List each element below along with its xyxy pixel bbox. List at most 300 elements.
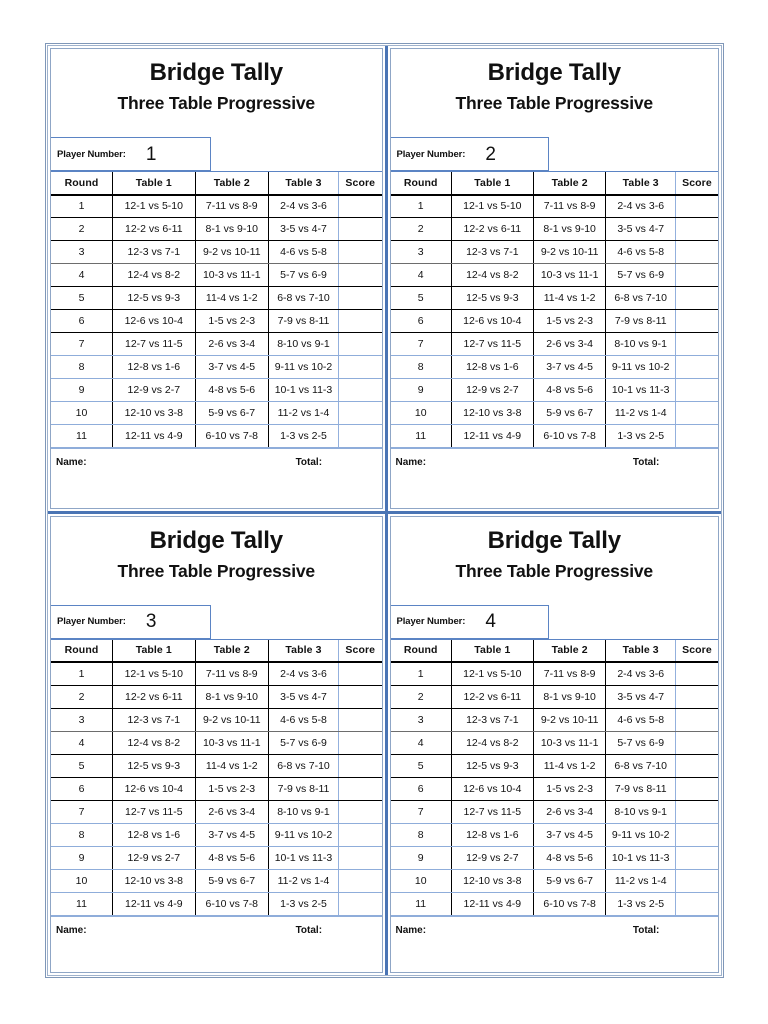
cell-table2: 8-1 vs 9-10 [533, 685, 606, 708]
player-number-value: 1 [145, 143, 157, 165]
cell-round: 1 [391, 195, 452, 218]
score-cell[interactable] [675, 218, 718, 241]
cell-table2: 11-4 vs 1-2 [533, 287, 606, 310]
cell-table2: 10-3 vs 11-1 [195, 731, 268, 754]
cell-table2: 8-1 vs 9-10 [533, 218, 606, 241]
cell-table3: 7-9 vs 8-11 [268, 777, 338, 800]
cell-table1: 12-2 vs 6-11 [112, 685, 195, 708]
table-row [51, 287, 382, 310]
table-row [391, 218, 719, 241]
table-row [391, 402, 719, 425]
cell-round: 3 [51, 241, 112, 264]
score-cell[interactable] [675, 800, 718, 823]
cell-table3: 4-6 vs 5-8 [606, 708, 675, 731]
cell-table3: 3-5 vs 4-7 [606, 218, 675, 241]
column-header-round: Round [391, 172, 452, 195]
score-cell[interactable] [675, 823, 718, 846]
cell-table1: 12-2 vs 6-11 [112, 218, 195, 241]
cell-table2: 3-7 vs 4-5 [533, 823, 606, 846]
cell-round: 6 [391, 310, 452, 333]
card-footer [51, 448, 382, 508]
score-cell[interactable] [675, 425, 718, 448]
page-subtitle: Three Table Progressive [117, 560, 315, 581]
card-header [51, 517, 382, 605]
round-schedule-table [391, 639, 719, 916]
cell-table3: 9-11 vs 10-2 [268, 823, 338, 846]
table-row [391, 708, 719, 731]
player-number-bar [391, 137, 719, 171]
column-header-table-2: Table 2 [195, 172, 268, 195]
score-cell[interactable] [675, 402, 718, 425]
table-row [391, 333, 719, 356]
table-row [391, 685, 719, 708]
player-number-value: 2 [485, 143, 496, 165]
table-row [391, 287, 719, 310]
cell-table3: 10-1 vs 11-3 [606, 379, 675, 402]
player-number-label: Player Number: [396, 148, 466, 160]
table-row [51, 195, 382, 218]
cell-table3: 4-6 vs 5-8 [268, 708, 338, 731]
page-title: Bridge Tally [487, 526, 621, 554]
cell-table1: 12-6 vs 10-4 [451, 310, 533, 333]
table-row [51, 241, 382, 264]
cell-round: 6 [51, 777, 112, 800]
cell-round: 11 [51, 425, 112, 448]
table-row [391, 869, 719, 892]
cell-table3: 7-9 vs 8-11 [606, 777, 675, 800]
cell-round: 11 [51, 892, 112, 915]
cell-table3: 6-8 vs 7-10 [606, 754, 675, 777]
cell-round: 6 [391, 777, 452, 800]
cell-table2: 5-9 vs 6-7 [533, 402, 606, 425]
column-header-table-1: Table 1 [451, 639, 533, 662]
cell-table2: 9-2 vs 10-11 [195, 708, 268, 731]
player-number-field[interactable] [51, 137, 211, 171]
cell-table1: 12-9 vs 2-7 [451, 379, 533, 402]
cell-round: 10 [51, 402, 112, 425]
cell-table1: 12-10 vs 3-8 [451, 869, 533, 892]
cell-table3: 2-4 vs 3-6 [268, 662, 338, 685]
cell-table3: 7-9 vs 8-11 [606, 310, 675, 333]
column-header-score: Score [339, 639, 382, 662]
cell-table3: 11-2 vs 1-4 [268, 869, 338, 892]
cell-round: 9 [391, 379, 452, 402]
column-header-score: Score [675, 172, 718, 195]
cell-table3: 11-2 vs 1-4 [268, 402, 338, 425]
table-row [391, 264, 719, 287]
column-header-round: Round [51, 172, 112, 195]
table-row [391, 662, 719, 685]
score-cell[interactable] [675, 731, 718, 754]
player-number-label: Player Number: [57, 616, 126, 627]
cell-table1: 12-11 vs 4-9 [112, 425, 195, 448]
player-number-label: Player Number: [57, 148, 126, 160]
cell-table1: 12-3 vs 7-1 [451, 708, 533, 731]
player-number-bar [51, 605, 382, 639]
table-row [391, 846, 719, 869]
cell-table3: 9-11 vs 10-2 [268, 356, 338, 379]
cell-table1: 12-4 vs 8-2 [451, 264, 533, 287]
cell-table2: 11-4 vs 1-2 [195, 287, 268, 310]
cell-round: 1 [51, 195, 112, 218]
cell-table3: 1-3 vs 2-5 [606, 892, 675, 915]
cell-table1: 12-4 vs 8-2 [451, 731, 533, 754]
column-header-table-2: Table 2 [533, 172, 606, 195]
total-label[interactable]: Total: [632, 457, 660, 468]
score-cell[interactable] [339, 310, 382, 333]
cell-table1: 12-5 vs 9-3 [112, 754, 195, 777]
cell-round: 7 [51, 333, 112, 356]
cell-table2: 7-11 vs 8-9 [533, 662, 606, 685]
cell-table1: 12-6 vs 10-4 [451, 777, 533, 800]
card-header [391, 517, 719, 605]
cell-table1: 12-2 vs 6-11 [451, 685, 533, 708]
tally-card-2 [385, 46, 722, 511]
table-row [51, 425, 382, 448]
cell-table2: 1-5 vs 2-3 [195, 310, 268, 333]
cell-table1: 12-1 vs 5-10 [451, 195, 533, 218]
table-row [391, 356, 719, 379]
tally-card-body [50, 48, 383, 509]
score-cell[interactable] [339, 800, 382, 823]
cell-table2: 5-9 vs 6-7 [533, 869, 606, 892]
table-row [51, 379, 382, 402]
table-row [391, 892, 719, 915]
cell-table2: 11-4 vs 1-2 [533, 754, 606, 777]
cell-table3: 6-8 vs 7-10 [606, 287, 675, 310]
cell-table2: 2-6 vs 3-4 [195, 800, 268, 823]
cell-table2: 1-5 vs 2-3 [533, 310, 606, 333]
cell-table2: 4-8 vs 5-6 [533, 379, 606, 402]
cell-table3: 6-8 vs 7-10 [268, 754, 338, 777]
score-cell[interactable] [339, 869, 382, 892]
tally-card-4 [385, 511, 722, 976]
cell-round: 5 [391, 754, 452, 777]
cell-round: 3 [391, 708, 452, 731]
table-row [391, 241, 719, 264]
tally-card-body [390, 48, 720, 509]
cell-table3: 8-10 vs 9-1 [268, 800, 338, 823]
score-cell[interactable] [339, 823, 382, 846]
player-number-field[interactable] [391, 137, 550, 171]
cell-round: 5 [391, 287, 452, 310]
card-footer [391, 448, 719, 508]
score-cell[interactable] [339, 218, 382, 241]
column-header-table-2: Table 2 [195, 639, 268, 662]
column-header-round: Round [51, 639, 112, 662]
cell-round: 8 [51, 356, 112, 379]
cell-round: 9 [51, 379, 112, 402]
score-cell[interactable] [675, 195, 718, 218]
cell-round: 10 [391, 869, 452, 892]
cell-table1: 12-9 vs 2-7 [112, 846, 195, 869]
page-subtitle: Three Table Progressive [455, 560, 653, 581]
name-label[interactable]: Name: [56, 457, 87, 468]
cell-table1: 12-8 vs 1-6 [112, 823, 195, 846]
table-row [51, 823, 382, 846]
cell-table1: 12-3 vs 7-1 [451, 241, 533, 264]
cell-table1: 12-1 vs 5-10 [112, 662, 195, 685]
cell-table3: 2-4 vs 3-6 [606, 662, 675, 685]
cell-table2: 11-4 vs 1-2 [195, 754, 268, 777]
cell-table3: 7-9 vs 8-11 [268, 310, 338, 333]
tally-sheet-grid [47, 45, 722, 976]
table-row [51, 218, 382, 241]
table-row [51, 754, 382, 777]
cell-table1: 12-5 vs 9-3 [451, 754, 533, 777]
table-row [51, 310, 382, 333]
name-label[interactable]: Name: [56, 924, 87, 936]
cell-round: 8 [51, 823, 112, 846]
cell-round: 7 [391, 333, 452, 356]
cell-table2: 9-2 vs 10-11 [533, 241, 606, 264]
cell-table3: 8-10 vs 9-1 [606, 800, 675, 823]
cell-round: 2 [391, 218, 452, 241]
cell-table1: 12-1 vs 5-10 [112, 195, 195, 218]
cell-round: 9 [51, 846, 112, 869]
score-cell[interactable] [339, 333, 382, 356]
tally-card-3 [48, 511, 385, 976]
cell-table3: 8-10 vs 9-1 [268, 333, 338, 356]
card-footer [51, 916, 382, 973]
score-cell[interactable] [675, 685, 718, 708]
score-cell[interactable] [675, 708, 718, 731]
cell-table1: 12-7 vs 11-5 [112, 800, 195, 823]
tally-card-body [390, 516, 720, 974]
total-label[interactable]: Total: [632, 924, 660, 936]
cell-table2: 10-3 vs 11-1 [533, 731, 606, 754]
score-cell[interactable] [339, 708, 382, 731]
cell-table3: 10-1 vs 11-3 [606, 846, 675, 869]
cell-round: 7 [51, 800, 112, 823]
cell-table3: 11-2 vs 1-4 [606, 402, 675, 425]
table-row [391, 777, 719, 800]
column-header-score: Score [675, 639, 718, 662]
score-cell[interactable] [339, 425, 382, 448]
cell-table1: 12-7 vs 11-5 [112, 333, 195, 356]
score-cell[interactable] [675, 379, 718, 402]
cell-round: 8 [391, 356, 452, 379]
column-header-table-3: Table 3 [606, 172, 675, 195]
cell-round: 4 [51, 264, 112, 287]
tally-card-1 [48, 46, 385, 511]
column-header-round: Round [391, 639, 452, 662]
cell-table1: 12-3 vs 7-1 [112, 241, 195, 264]
score-cell[interactable] [675, 754, 718, 777]
cell-table2: 10-3 vs 11-1 [533, 264, 606, 287]
player-number-value: 3 [145, 611, 157, 632]
score-cell[interactable] [339, 241, 382, 264]
table-row [391, 754, 719, 777]
cell-table1: 12-10 vs 3-8 [451, 402, 533, 425]
table-row [51, 731, 382, 754]
column-header-table-1: Table 1 [112, 639, 195, 662]
cell-table1: 12-8 vs 1-6 [451, 356, 533, 379]
table-row [51, 264, 382, 287]
cell-table2: 7-11 vs 8-9 [195, 195, 268, 218]
page-subtitle: Three Table Progressive [455, 93, 653, 114]
cell-table3: 1-3 vs 2-5 [606, 425, 675, 448]
table-row [51, 846, 382, 869]
cell-table3: 6-8 vs 7-10 [268, 287, 338, 310]
cell-table2: 1-5 vs 2-3 [195, 777, 268, 800]
cell-round: 2 [391, 685, 452, 708]
cell-round: 8 [391, 823, 452, 846]
cell-table2: 1-5 vs 2-3 [533, 777, 606, 800]
cell-table1: 12-4 vs 8-2 [112, 264, 195, 287]
table-row [51, 800, 382, 823]
card-footer [391, 916, 719, 973]
round-schedule-table [51, 171, 382, 448]
score-cell[interactable] [675, 777, 718, 800]
column-header-table-2: Table 2 [533, 639, 606, 662]
column-header-table-1: Table 1 [451, 172, 533, 195]
cell-table3: 2-4 vs 3-6 [268, 195, 338, 218]
table-row [51, 892, 382, 915]
cell-round: 10 [391, 402, 452, 425]
page-title: Bridge Tally [487, 59, 621, 86]
cell-table3: 3-5 vs 4-7 [606, 685, 675, 708]
cell-table2: 3-7 vs 4-5 [533, 356, 606, 379]
table-row [391, 310, 719, 333]
score-cell[interactable] [339, 846, 382, 869]
cell-table1: 12-2 vs 6-11 [451, 218, 533, 241]
cell-round: 4 [391, 264, 452, 287]
cell-table2: 2-6 vs 3-4 [195, 333, 268, 356]
score-cell[interactable] [675, 846, 718, 869]
tally-card-body [50, 516, 383, 974]
score-cell[interactable] [339, 195, 382, 218]
score-cell[interactable] [339, 685, 382, 708]
cell-table2: 6-10 vs 7-8 [195, 425, 268, 448]
cell-round: 4 [51, 731, 112, 754]
round-schedule-table [391, 171, 719, 448]
cell-table2: 5-9 vs 6-7 [195, 869, 268, 892]
score-cell[interactable] [339, 402, 382, 425]
cell-table2: 6-10 vs 7-8 [195, 892, 268, 915]
score-cell[interactable] [675, 869, 718, 892]
score-cell[interactable] [675, 310, 718, 333]
cell-table2: 7-11 vs 8-9 [533, 195, 606, 218]
cell-table1: 12-10 vs 3-8 [112, 402, 195, 425]
cell-round: 5 [51, 287, 112, 310]
score-cell[interactable] [675, 892, 718, 915]
cell-table2: 6-10 vs 7-8 [533, 892, 606, 915]
page-title: Bridge Tally [149, 59, 283, 86]
score-cell[interactable] [339, 892, 382, 915]
score-cell[interactable] [339, 287, 382, 310]
cell-table3: 9-11 vs 10-2 [606, 823, 675, 846]
score-cell[interactable] [339, 754, 382, 777]
cell-table1: 12-9 vs 2-7 [112, 379, 195, 402]
total-label[interactable]: Total: [295, 924, 323, 936]
cell-table2: 8-1 vs 9-10 [195, 218, 268, 241]
name-label[interactable]: Name: [395, 457, 427, 468]
score-cell[interactable] [675, 356, 718, 379]
cell-table1: 12-6 vs 10-4 [112, 310, 195, 333]
cell-round: 1 [51, 662, 112, 685]
total-label[interactable]: Total: [295, 457, 323, 468]
score-cell[interactable] [339, 777, 382, 800]
table-row [391, 731, 719, 754]
cell-round: 11 [391, 425, 452, 448]
score-cell[interactable] [339, 356, 382, 379]
table-row [51, 869, 382, 892]
table-header-row [51, 639, 382, 662]
cell-round: 2 [51, 685, 112, 708]
column-header-table-1: Table 1 [112, 172, 195, 195]
score-cell[interactable] [675, 241, 718, 264]
page-title: Bridge Tally [149, 526, 283, 554]
cell-table2: 4-8 vs 5-6 [195, 379, 268, 402]
player-number-field[interactable] [391, 605, 550, 639]
cell-table1: 12-7 vs 11-5 [451, 800, 533, 823]
cell-table2: 9-2 vs 10-11 [195, 241, 268, 264]
table-row [391, 195, 719, 218]
score-cell[interactable] [675, 662, 718, 685]
cell-round: 10 [51, 869, 112, 892]
cell-table1: 12-5 vs 9-3 [451, 287, 533, 310]
table-row [51, 685, 382, 708]
score-cell[interactable] [339, 662, 382, 685]
score-cell[interactable] [675, 287, 718, 310]
cell-table2: 10-3 vs 11-1 [195, 264, 268, 287]
cell-table1: 12-11 vs 4-9 [112, 892, 195, 915]
player-number-bar [391, 605, 719, 639]
table-header-row [391, 172, 719, 195]
table-row [51, 777, 382, 800]
cell-table1: 12-5 vs 9-3 [112, 287, 195, 310]
cell-table3: 10-1 vs 11-3 [268, 379, 338, 402]
score-cell[interactable] [339, 264, 382, 287]
cell-table1: 12-11 vs 4-9 [451, 892, 533, 915]
cell-table2: 3-7 vs 4-5 [195, 823, 268, 846]
cell-round: 11 [391, 892, 452, 915]
name-label[interactable]: Name: [395, 924, 427, 936]
card-header [51, 49, 382, 137]
score-cell[interactable] [675, 264, 718, 287]
player-number-field[interactable] [51, 605, 211, 639]
score-cell[interactable] [339, 731, 382, 754]
cell-table3: 5-7 vs 6-9 [268, 731, 338, 754]
table-row [51, 708, 382, 731]
score-cell[interactable] [339, 379, 382, 402]
cell-table2: 2-6 vs 3-4 [533, 333, 606, 356]
tally-sheet-page [45, 43, 724, 978]
table-row [391, 823, 719, 846]
table-row [391, 425, 719, 448]
cell-table1: 12-8 vs 1-6 [112, 356, 195, 379]
table-row [51, 402, 382, 425]
cell-table3: 11-2 vs 1-4 [606, 869, 675, 892]
cell-table1: 12-11 vs 4-9 [451, 425, 533, 448]
cell-table1: 12-6 vs 10-4 [112, 777, 195, 800]
cell-table1: 12-10 vs 3-8 [112, 869, 195, 892]
table-row [51, 662, 382, 685]
cell-table3: 9-11 vs 10-2 [606, 356, 675, 379]
cell-table1: 12-9 vs 2-7 [451, 846, 533, 869]
column-header-table-3: Table 3 [268, 172, 338, 195]
cell-round: 6 [51, 310, 112, 333]
cell-table2: 5-9 vs 6-7 [195, 402, 268, 425]
cell-table2: 3-7 vs 4-5 [195, 356, 268, 379]
cell-table2: 9-2 vs 10-11 [533, 708, 606, 731]
table-row [51, 356, 382, 379]
player-number-value: 4 [485, 611, 496, 632]
cell-round: 9 [391, 846, 452, 869]
score-cell[interactable] [675, 333, 718, 356]
cell-table1: 12-8 vs 1-6 [451, 823, 533, 846]
